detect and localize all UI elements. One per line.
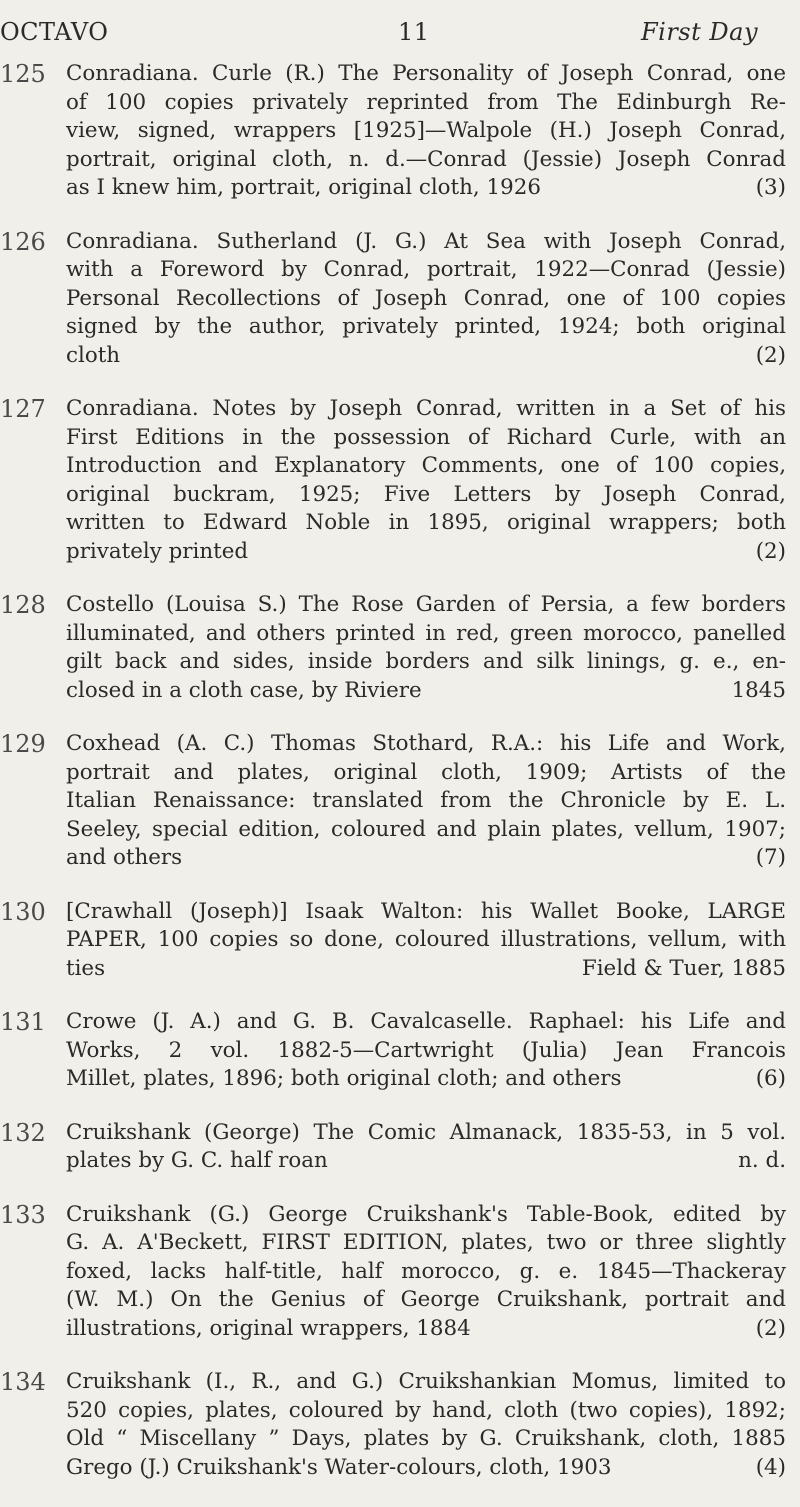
description-text: Seeley, special edition, coloured and plain plates, vellum, 1907;	[66, 816, 786, 842]
description-text: Millet, plates, 1896; both original cloth; and others	[66, 1066, 622, 1091]
header-sale-day: First Day	[641, 18, 758, 46]
description-line	[66, 452, 786, 481]
lot-description	[66, 730, 786, 873]
description-line	[66, 538, 786, 567]
lot-number: 127	[0, 395, 46, 423]
description-line	[66, 1037, 786, 1066]
lot-quantity: (6)	[755, 1066, 786, 1091]
description-text: 520 copies, plates, coloured by hand, cloth (two copies), 1892;	[66, 1397, 786, 1423]
lot-description	[66, 1008, 786, 1094]
description-text: view, signed, wrappers [1925]—Walpole (H.) Joseph Conrad,	[66, 118, 786, 143]
lot-number: 134	[0, 1368, 46, 1396]
description-line	[66, 1258, 786, 1287]
description-line	[66, 481, 786, 510]
description-line	[66, 677, 786, 706]
description-text: and others	[66, 845, 183, 870]
description-text: Costello (Louisa S.) The Rose Garden of Persia, a few borders	[66, 592, 786, 617]
lot-entry	[0, 1201, 800, 1344]
description-text: cloth	[66, 342, 121, 368]
description-text: illustrations, original wrappers, 1884	[66, 1315, 471, 1341]
description-line	[66, 146, 786, 175]
lot-number: 129	[0, 730, 46, 758]
lot-number: 128	[0, 591, 46, 619]
description-text: privately printed	[66, 538, 249, 564]
description-line	[66, 1368, 786, 1397]
description-text: original buckram, 1925; Five Letters by Joseph Conrad,	[66, 481, 786, 507]
description-line	[66, 117, 786, 146]
lot-description	[66, 1201, 786, 1344]
description-text: written to Edward Noble in 1895, original wrappers; both	[66, 510, 786, 535]
lot-quantity: (7)	[755, 845, 786, 870]
header-format: OCTAVO	[0, 18, 109, 46]
description-text: illuminated, and others printed in red, green morocco, panelled	[66, 620, 786, 646]
description-line	[66, 285, 786, 314]
lot-number: 125	[0, 60, 46, 88]
lot-description	[66, 591, 786, 705]
description-line	[66, 759, 786, 788]
description-text: ties	[66, 955, 106, 981]
description-line	[66, 1201, 786, 1230]
description-text: plates by G. C. half roan	[66, 1148, 328, 1173]
description-text: Old “ Miscellany ” Days, plates by G. Cruikshank, cloth, 1885	[66, 1426, 786, 1451]
lot-number: 130	[0, 897, 46, 926]
lot-list	[0, 60, 800, 1507]
description-line	[66, 228, 786, 257]
description-line	[66, 1008, 786, 1037]
description-line	[66, 620, 786, 649]
lot-entry	[0, 1119, 800, 1176]
lot-number: 133	[0, 1200, 46, 1229]
description-text: [Crawhall (Joseph)] Isaak Walton: his Wallet Booke, LARGE	[66, 898, 786, 924]
description-text: PAPER, 100 copies so done, coloured illustrations, vellum, with	[66, 927, 786, 952]
description-line	[66, 1286, 786, 1315]
page-number: 11	[398, 18, 430, 46]
description-text: G. A. A'Beckett, FIRST EDITION, plates, two or three slightly	[66, 1230, 786, 1255]
description-line	[66, 1397, 786, 1426]
description-text: Conradiana. Sutherland (J. G.) At Sea with Joseph Conrad,	[66, 228, 786, 254]
description-text: with a Foreword by Conrad, portrait, 1922—Conrad (Jessie)	[66, 257, 786, 282]
lot-entry	[0, 1368, 800, 1482]
lot-entry	[0, 898, 800, 984]
description-line	[66, 174, 786, 203]
description-line	[66, 1119, 786, 1148]
lot-number: 126	[0, 227, 46, 256]
description-text: as I knew him, portrait, original cloth, 1926	[66, 175, 541, 200]
description-line	[66, 1425, 786, 1454]
description-line	[66, 1315, 786, 1344]
description-text: closed in a cloth case, by Riviere	[66, 677, 422, 703]
description-text: of 100 copies privately reprinted from The Edinburgh Re-	[66, 89, 786, 115]
description-text: Works, 2 vol. 1882-5—Cartwright (Julia) Jean Francois	[66, 1037, 786, 1063]
description-line	[66, 898, 786, 927]
lot-entry	[0, 591, 800, 705]
description-text: Cruikshank (George) The Comic Almanack, 1835-53, in 5 vol.	[66, 1119, 786, 1145]
description-line	[66, 1454, 786, 1483]
lot-number: 132	[0, 1118, 46, 1147]
description-line	[66, 730, 786, 759]
lot-description	[66, 898, 786, 984]
description-text: Crowe (J. A.) and G. B. Cavalcaselle. Raphael: his Life and	[66, 1009, 786, 1034]
description-line	[66, 591, 786, 620]
lot-entry	[0, 1008, 800, 1094]
description-text: Conradiana. Notes by Joseph Conrad, written in a Set of his	[66, 396, 786, 421]
lot-description	[66, 60, 786, 203]
lot-number: 131	[0, 1008, 46, 1036]
description-line	[66, 926, 786, 955]
description-line	[66, 342, 786, 371]
description-text: portrait and plates, original cloth, 1909; Artists of the	[66, 759, 786, 785]
description-text: Cruikshank (I., R., and G.) Cruikshankian Momus, limited to	[66, 1369, 786, 1394]
description-line	[66, 816, 786, 845]
lot-quantity: n. d.	[738, 1148, 786, 1173]
lot-description	[66, 1368, 786, 1482]
description-text: (W. M.) On the Genius of George Cruikshank, portrait and	[66, 1287, 786, 1312]
description-line	[66, 1229, 786, 1258]
description-line	[66, 648, 786, 677]
description-text: Italian Renaissance: translated from the Chronicle by E. L.	[66, 788, 786, 813]
description-line	[66, 1147, 786, 1176]
lot-quantity: (3)	[755, 175, 786, 200]
description-text: Cruikshank (G.) George Cruikshank's Table-Book, edited by	[66, 1201, 786, 1227]
description-text: Introduction and Explanatory Comments, one of 100 copies,	[66, 453, 786, 478]
lot-quantity: (4)	[755, 1454, 786, 1480]
description-text: Conradiana. Curle (R.) The Personality of Joseph Conrad, one	[66, 61, 786, 86]
lot-quantity: 1845	[731, 677, 786, 703]
lot-description	[66, 228, 786, 371]
description-line	[66, 955, 786, 984]
running-head	[0, 18, 800, 54]
description-text: portrait, original cloth, n. d.—Conrad (Jessie) Joseph Conrad	[66, 146, 786, 172]
description-line	[66, 256, 786, 285]
description-text: Grego (J.) Cruikshank's Water-colours, cloth, 1903	[66, 1454, 612, 1480]
lot-quantity: (2)	[755, 342, 786, 368]
lot-entry	[0, 228, 800, 371]
lot-quantity: (2)	[755, 1315, 786, 1341]
description-line	[66, 1065, 786, 1094]
lot-description	[66, 395, 786, 566]
description-text: gilt back and sides, inside borders and silk linings, g. e., en-	[66, 649, 786, 674]
description-line	[66, 424, 786, 453]
lot-entry	[0, 60, 800, 203]
lot-entry	[0, 730, 800, 873]
description-text: foxed, lacks half-title, half morocco, g. e. 1845—Thackeray	[66, 1258, 786, 1284]
description-text: First Editions in the possession of Richard Curle, with an	[66, 424, 786, 450]
lot-description	[66, 1119, 786, 1176]
description-line	[66, 89, 786, 118]
description-line	[66, 60, 786, 89]
description-line	[66, 395, 786, 424]
lot-entry	[0, 395, 800, 566]
lot-quantity: (2)	[755, 538, 786, 564]
description-text: signed by the author, privately printed, 1924; both original	[66, 314, 786, 339]
lot-quantity: Field & Tuer, 1885	[581, 955, 786, 981]
description-line	[66, 509, 786, 538]
description-text: Personal Recollections of Joseph Conrad, one of 100 copies	[66, 285, 786, 311]
description-line	[66, 844, 786, 873]
description-line	[66, 313, 786, 342]
description-line	[66, 787, 786, 816]
description-text: Coxhead (A. C.) Thomas Stothard, R.A.: his Life and Work,	[66, 731, 786, 756]
